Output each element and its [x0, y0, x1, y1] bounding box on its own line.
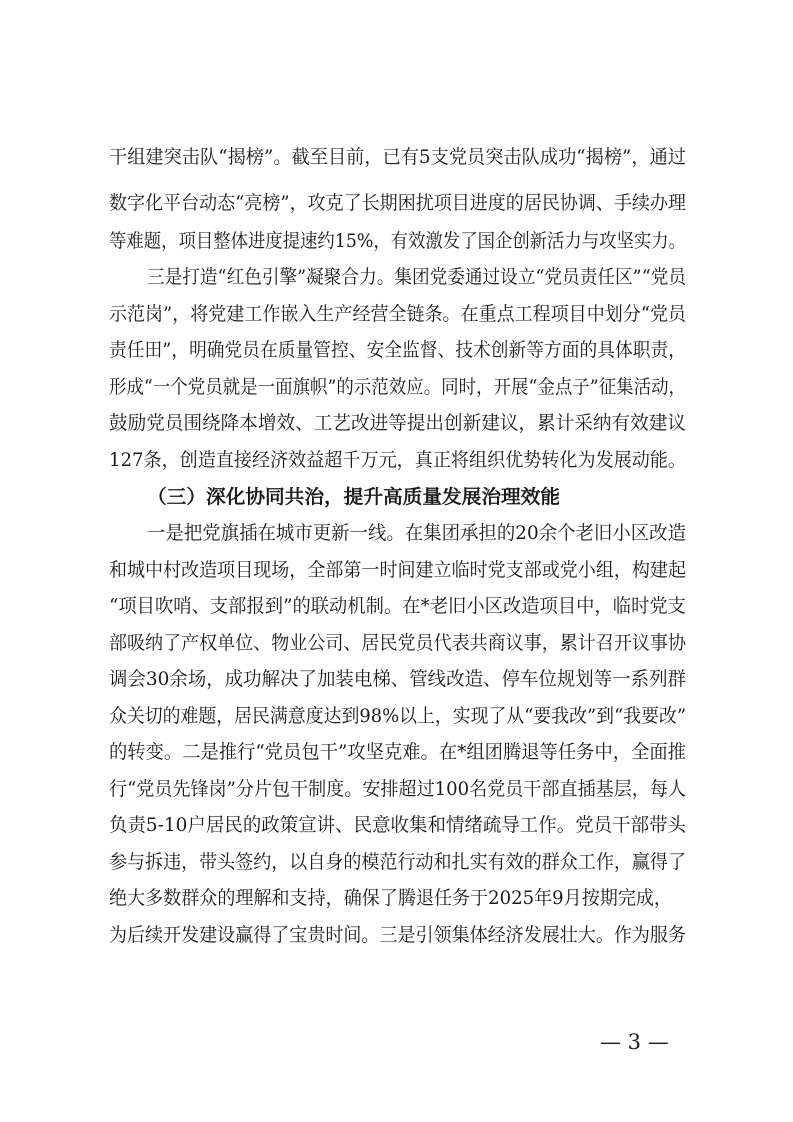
- text-line: 参与拆违，带头签约，以自身的模范行动和扎实有效的群众工作，赢得了: [109, 851, 686, 873]
- text-line: 负责5-10户居民的政策宣讲、民意收集和情绪疏导工作。党员干部带头: [109, 814, 686, 836]
- text-line: 和城中村改造项目现场，全部第一时间建立临时党支部或党小组，构建起: [109, 559, 686, 581]
- text-line: 行“党员先锋岗”分片包干制度。安排超过100名党员干部直插基层，每人: [109, 778, 686, 800]
- text-line: 部吸纳了产权单位、物业公司、居民党员代表共商议事，累计召开议事协: [109, 632, 686, 654]
- text-line: 示范岗”，将党建工作嵌入生产经营全链条。在重点工程项目中划分“党员: [109, 303, 686, 325]
- text-line: 鼓励党员围绕降本增效、工艺改进等提出创新建议，累计采纳有效建议: [109, 412, 686, 434]
- page-number: — 3 —: [600, 1030, 669, 1054]
- text-line: 的转变。二是推行“党员包干”攻坚克难。在*组团腾退等任务中，全面推: [109, 741, 686, 763]
- text-line: 绝大多数群众的理解和支持，确保了腾退任务于2025年9月按期完成，: [109, 887, 672, 909]
- section-heading: （三）深化协同共治，提升高质量发展治理效能: [147, 486, 560, 508]
- text-line: 责任田”，明确党员在质量管控、安全监督、技术创新等方面的具体职责，: [109, 339, 686, 361]
- text-line: 一是把党旗插在城市更新一线。在集团承担的20余个老旧小区改造: [147, 522, 686, 544]
- text-line: 形成“一个党员就是一面旗帜”的示范效应。同时，开展“金点子”征集活动，: [109, 376, 686, 398]
- text-line: 调会30余场，成功解决了加装电梯、管线改造、停车位规划等一系列群: [109, 668, 686, 690]
- text-line: “项目吹哨、支部报到”的联动机制。在*老旧小区改造项目中，临时党支: [109, 595, 686, 617]
- text-line: 三是打造“红色引擎”凝聚合力。集团党委通过设立“党员责任区”“党员: [147, 266, 686, 288]
- text-line: 众关切的难题，居民满意度达到98%以上，实现了从“要我改”到“我要改”: [109, 705, 686, 727]
- text-line: 等难题，项目整体进度提速约15%，有效激发了国企创新活力与攻坚实力。: [109, 230, 686, 252]
- text-line: 127条，创造直接经济效益超千万元，真正将组织优势转化为发展动能。: [109, 449, 686, 471]
- text-line: 干组建突击队“揭榜”。截至目前，已有5支党员突击队成功“揭榜”，通过: [109, 146, 686, 168]
- text-line: 数字化平台动态“亮榜”，攻克了长期困扰项目进度的居民协调、手续办理: [109, 192, 686, 214]
- text-line: 为后续开发建设赢得了宝贵时间。三是引领集体经济发展壮大。作为服务: [109, 924, 686, 946]
